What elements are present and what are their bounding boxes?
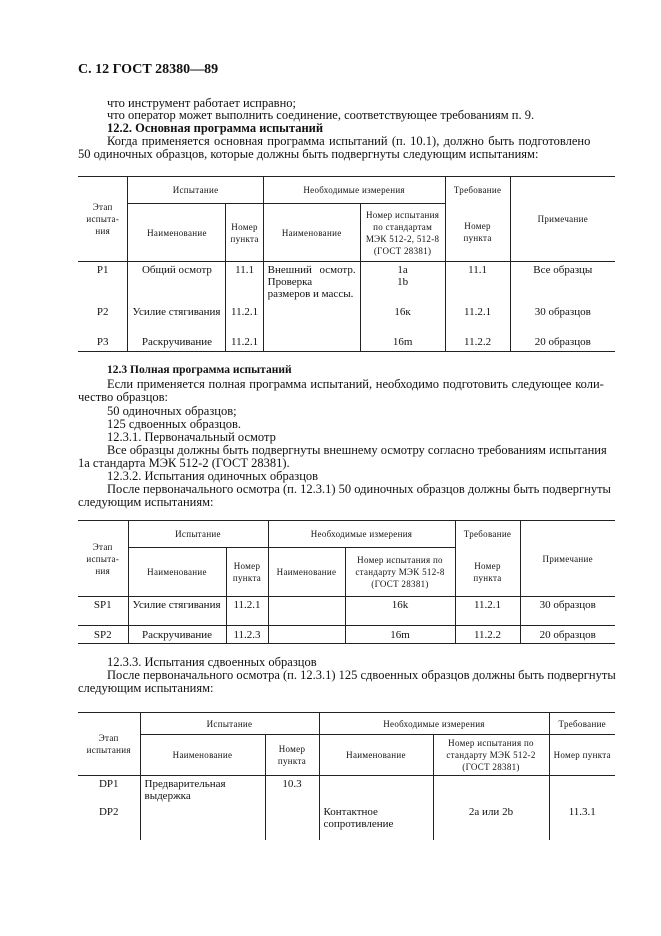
th-test: Испытание: [128, 177, 263, 204]
th-num: Номер пункта: [226, 204, 263, 262]
th-stage: Этап испыта-ния: [78, 521, 128, 597]
cell-stage: SP1: [78, 597, 128, 626]
table-row: [78, 304, 615, 334]
cell-stage: P3: [78, 334, 128, 352]
cell-note: 20 образцов: [534, 335, 591, 348]
cell-stage: P1: [78, 262, 128, 304]
table-row: [78, 262, 615, 304]
cell-mnum: 16m: [360, 334, 445, 352]
cell-name: Раскручивание: [128, 626, 226, 644]
th-name: Наименование: [140, 735, 265, 776]
cell-num: 11.2.1: [226, 597, 268, 626]
cell-stage: DP2: [78, 804, 140, 840]
th-measure: Необходимые измерения: [268, 521, 455, 548]
table-row: [78, 597, 615, 626]
th-mname: Наименование: [268, 548, 345, 597]
th-mnum: Номер испытания по стандарту МЭК 512-8 (ГОСТ 28381): [345, 548, 455, 597]
table-row: [78, 626, 615, 644]
th-measure: Необходимые измерения: [319, 713, 549, 735]
th-req-num: Номер пункта: [455, 548, 520, 597]
th-test: Испытание: [140, 713, 319, 735]
section-12-2-title: 12.2. Основная программа испытаний: [107, 121, 324, 135]
cell-name: Раскручивание: [128, 334, 226, 352]
cell-stage: P2: [78, 304, 128, 334]
th-mname: Наименование: [263, 204, 360, 262]
table-double-samples: [78, 712, 615, 840]
cell-name: Общий осмотр: [128, 262, 226, 304]
section-12-3-line-1: Если применяется полная программа испытаний, необходимо подготовить следующее коли-: [107, 377, 604, 391]
th-mnum: Номер испытания по стандарту МЭК 512-2 (ГОСТ 28381): [433, 735, 549, 776]
cell-req: 11.2.2: [455, 626, 520, 644]
cell-num: 11.2.3: [226, 626, 268, 644]
cell-num: 10.3: [265, 776, 319, 805]
section-12-3-line-2: чество образцов:: [78, 390, 169, 404]
cell-mname: [263, 304, 360, 334]
intro-line-2: что оператор может выполнить соединение, соответствующее требованиям п. 9.: [107, 108, 535, 122]
cell-mnum: [433, 776, 549, 805]
cell-note: 20 образцов: [539, 628, 596, 641]
cell-stage: SP2: [78, 626, 128, 644]
section-12-3-2-line-1: После первоначального осмотра (п. 12.3.1) 50 одиночных образцов должны быть подвергнуты: [107, 482, 611, 496]
th-note: Примечание: [520, 521, 615, 597]
cell-req: 11.2.2: [445, 334, 510, 352]
th-num: Номер пункта: [265, 735, 319, 776]
section-12-3-3-line-2: следующим испытаниям:: [78, 681, 214, 695]
section-12-3-line-4: 125 сдвоенных образцов.: [107, 417, 242, 431]
th-mnum: Номер испытания по стандартам МЭК 512-2, 512-8 (ГОСТ 28381): [360, 204, 445, 262]
section-12-3-3-title: 12.3.3. Испытания сдвоенных образцов: [107, 655, 317, 669]
cell-mname: [268, 626, 345, 644]
th-req: Требование: [455, 521, 520, 548]
table-basic-program: [78, 176, 615, 352]
cell-mnum: 16m: [345, 626, 455, 644]
th-name: Наименование: [128, 204, 226, 262]
cell-stage: DP1: [78, 776, 140, 805]
cell-req: [549, 776, 615, 805]
section-12-3-1-title: 12.3.1. Первоначальный осмотр: [107, 430, 276, 444]
th-req: Требование: [445, 177, 510, 204]
cell-name: Усилие стягивания: [128, 304, 226, 334]
cell-req: 11.1: [445, 262, 510, 304]
table-row: [78, 334, 615, 352]
th-measure: Необходимые измерения: [263, 177, 445, 204]
table-row: [78, 804, 615, 840]
th-name: Наименование: [128, 548, 226, 597]
table-single-samples: [78, 520, 615, 644]
cell-mnum: 16к: [360, 304, 445, 334]
th-test: Испытание: [128, 521, 268, 548]
th-req-num: Номер пункта: [445, 204, 510, 262]
cell-req: 11.2.1: [455, 597, 520, 626]
section-12-3-title: 12.3 Полная программа испытаний: [107, 364, 292, 376]
cell-req: 11.2.1: [445, 304, 510, 334]
intro-line-1: что инструмент работает исправно;: [107, 96, 296, 110]
cell-num: 11.2.1: [226, 304, 263, 334]
section-12-3-1-line-1: Все образцы должны быть подвергнуты внешнему осмотру согласно требованиям испытания: [107, 443, 607, 457]
th-req-num: Номер пункта: [553, 750, 611, 760]
cell-name: Усилие стягивания: [128, 597, 226, 626]
cell-mname: [268, 597, 345, 626]
cell-mname: [263, 334, 360, 352]
section-12-3-line-3: 50 одиночных образцов;: [107, 404, 237, 418]
th-stage: Этап испытания: [78, 713, 140, 776]
section-12-2-line-2: 50 одиночных образцов, которые должны быть подвергнуты следующим испытаниям:: [78, 147, 539, 161]
cell-note: Все образцы: [533, 264, 593, 276]
section-12-3-3-line-1: После первоначального осмотра (п. 12.3.1) 125 сдвоенных образцов должны быть подвергнуты: [107, 668, 616, 682]
section-12-2-line-1: Когда применяется основная программа испытаний (п. 10.1), должно быть подготовлено: [107, 134, 591, 148]
th-note: Примечание: [510, 177, 615, 262]
cell-mname: Внешний осмотр. Проверка размеров и массы.: [263, 262, 360, 304]
cell-req: 11.3.1: [568, 806, 596, 818]
cell-name: [140, 804, 265, 840]
cell-mname: [319, 776, 433, 805]
cell-mnum: 2a или 2b: [433, 804, 549, 840]
section-12-3-2-line-2: следующим испытаниям:: [78, 495, 214, 509]
cell-mnum: 1a 1b: [360, 262, 445, 304]
section-12-3-2-title: 12.3.2. Испытания одиночных образцов: [107, 469, 319, 483]
cell-num: [265, 804, 319, 840]
th-mname: Наименование: [319, 735, 433, 776]
th-num: Номер пункта: [226, 548, 268, 597]
th-req: Требование: [549, 713, 615, 735]
cell-num: 11.2.1: [226, 334, 263, 352]
cell-mname: Контактное сопротивление: [319, 804, 433, 840]
th-stage: Этап испыта-ния: [78, 177, 128, 262]
page-header: С. 12 ГОСТ 28380—89: [78, 62, 219, 77]
cell-mnum: 16k: [345, 597, 455, 626]
cell-note: 30 образцов: [539, 599, 596, 611]
cell-note: 30 образцов: [534, 305, 591, 318]
cell-num: 11.1: [226, 262, 263, 304]
cell-name: Предварительная выдержка: [140, 776, 265, 805]
section-12-3-1-line-2: 1a стандарта МЭК 512-2 (ГОСТ 28381).: [78, 456, 290, 470]
table-row: [78, 776, 615, 805]
